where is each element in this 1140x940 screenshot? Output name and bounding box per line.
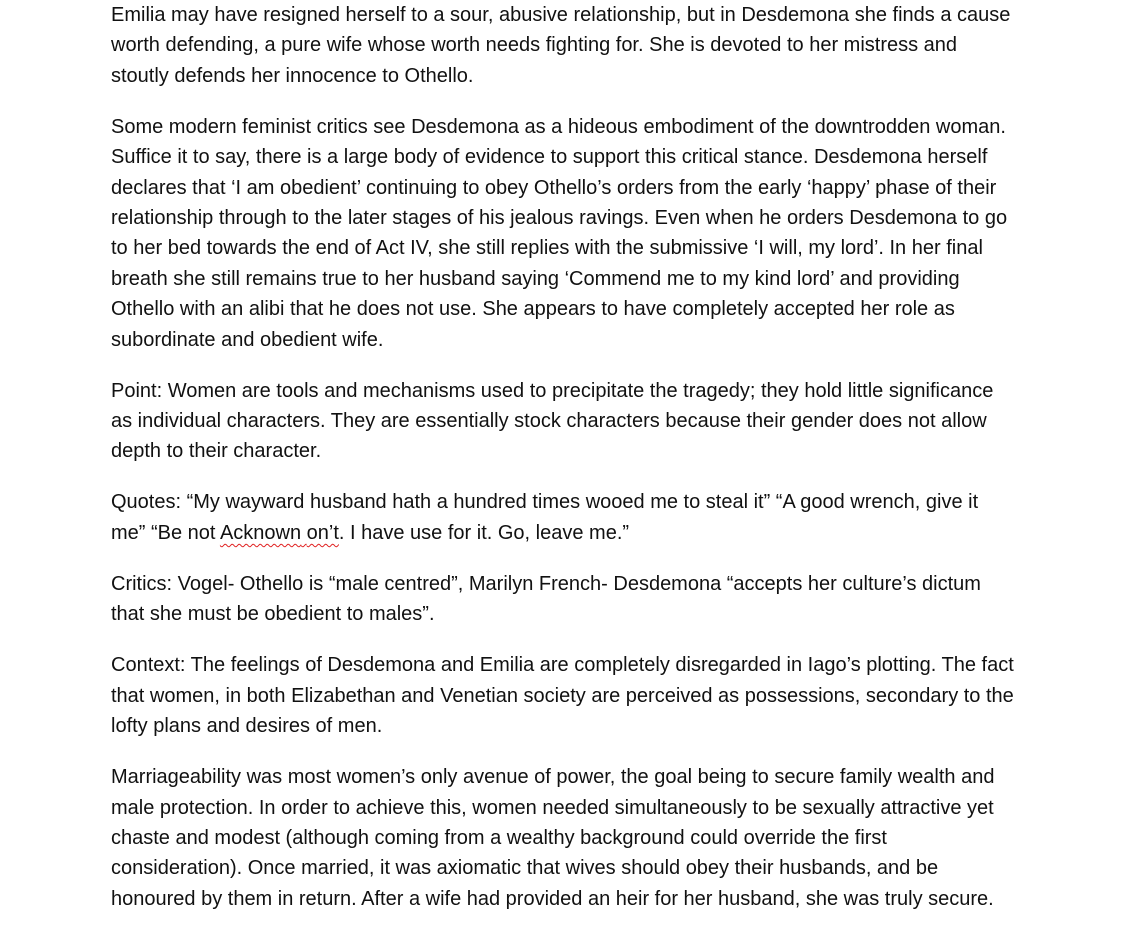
quotes-text-start: Quotes: “My wayward husband hath a hundred times wooed me to steal it” “A good wrench, give it me” “Be not	[111, 491, 979, 544]
paragraph-point: Point: Women are tools and mechanisms used to precipitate the tragedy; they hold little significance as individual characters. They are essentially stock characters because their gender does not allow depth to their character.	[111, 379, 994, 463]
paragraph-emilia: Emilia may have resigned herself to a sour, abusive relationship, but in Desdemona she finds a cause worth defending, a pure wife whose worth needs fighting for. She is devoted to her mistress and stoutly defends her innocence to Othello.	[111, 4, 1011, 87]
quotes-text-end: . I have use for it. Go, leave me.”	[338, 521, 630, 544]
paragraph-feminist-critics: Some modern feminist critics see Desdemona as a hideous embodiment of the downtrodden woman. Suffice it to say, there is a large body of evidence to support this critical stance. Desdemona herself declares that ‘I am obedient’ continuing to obey Othello’s orders from the early ‘happy’ phase of their relationship through to the later stages of his jealous ravings. Even when he orders Desdemona to go to her bed towards the end of Act IV, she still replies with the submissive ‘I will, my lord’. In her final breath she still remains true to her husband saying ‘Commend me to my kind lord’ and providing Othello with an alibi that he does not use. She appears to have completely accepted her role as subordinate and obedient wife.	[111, 115, 1008, 351]
misspelled-word[interactable]: Acknown	[219, 521, 302, 544]
paragraph-critics: Critics: Vogel- Othello is “male centred”, Marilyn French- Desdemona “accepts her culture’s dictum that she must be obedient to males”.	[111, 572, 981, 626]
paragraph-context: Context: The feelings of Desdemona and Emilia are completely disregarded in Iago’s plotting. The fact that women, in both Elizabethan and Venetian society are perceived as possessions, secondary to the lofty plans and desires of men.	[111, 654, 1014, 738]
document-page	[111, 0, 1016, 935]
paragraph-quotes	[111, 487, 1016, 548]
paragraph-marriageability: Marriageability was most women’s only avenue of power, the goal being to secure family wealth and male protection. In order to achieve this, women needed simultaneously to be sexually attractive yet chaste and modest (although coming from a wealthy background could override the first consideration). Once married, it was axiomatic that wives should obey their husbands, and be honoured by them in return. After a wife had provided an heir for her husband, she was truly secure.	[111, 766, 995, 910]
misspelled-word[interactable]: on’t	[306, 521, 339, 544]
